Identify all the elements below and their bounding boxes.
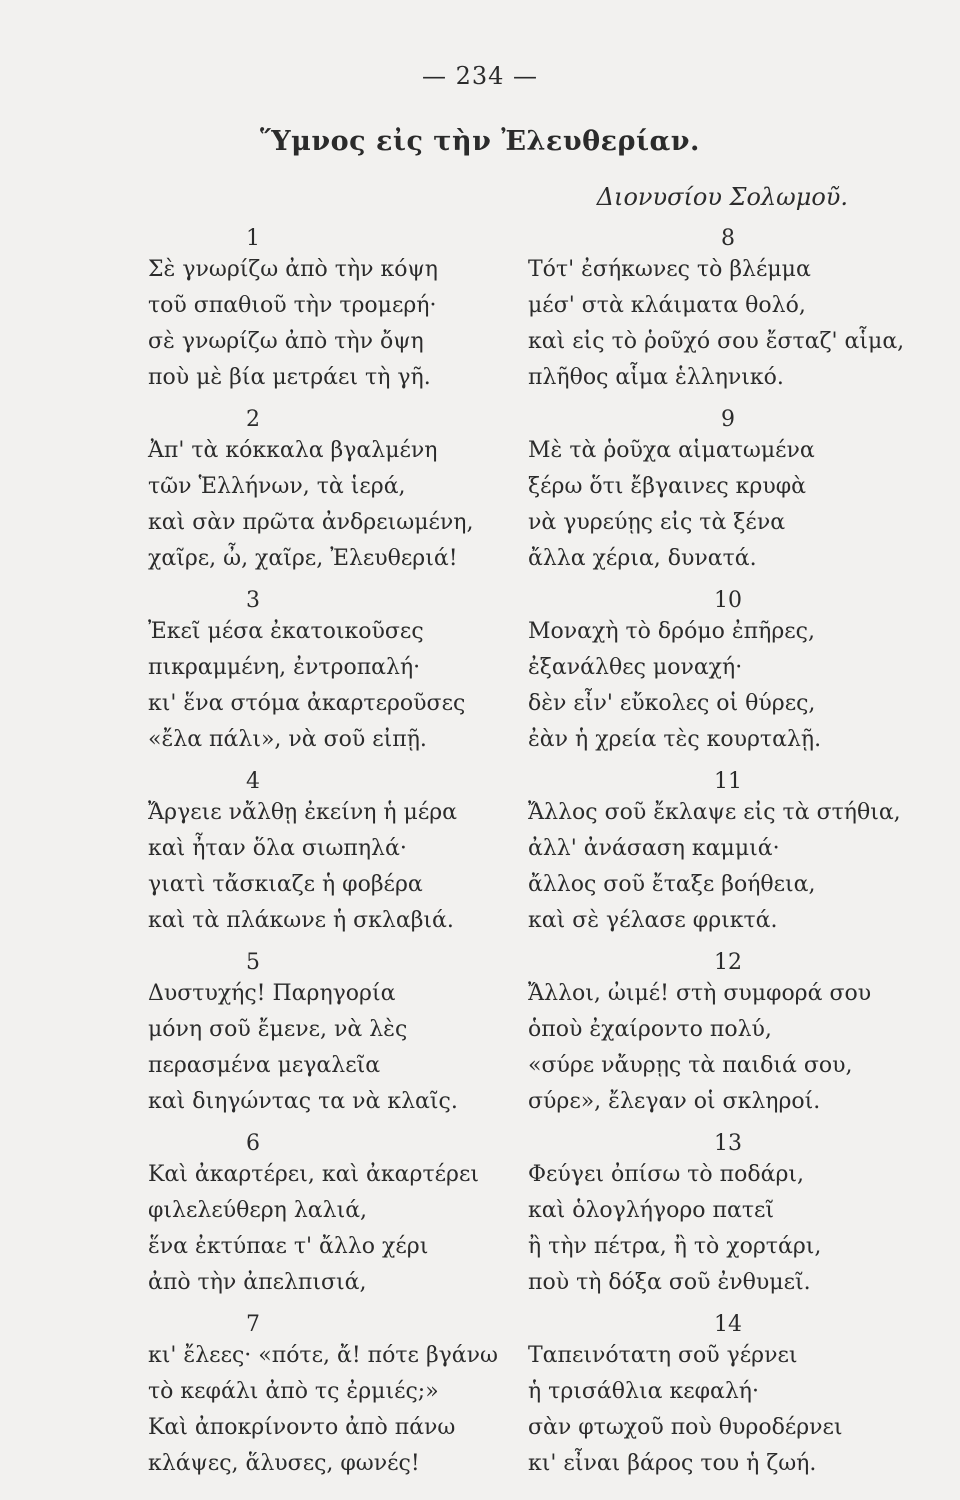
stanza (528, 1131, 878, 1312)
stanza (528, 1312, 878, 1493)
verse-line: Φεύγει ὀπίσω τὸ ποδάρι, (528, 1162, 805, 1187)
stanza-number: 7 (246, 1312, 260, 1337)
stanza-number: 2 (246, 407, 260, 432)
poem-title: Ὕμνος εἰς τὴν Ἐλευθερίαν. (260, 126, 700, 157)
verse-line: πικραμμένη, ἐντροπαλή· (148, 655, 421, 680)
verse-line: περασμένα μεγαλεῖα (148, 1053, 381, 1078)
verse-line: ἢ τὴν πέτρα, ἢ τὸ χορτάρι, (528, 1234, 822, 1259)
stanza (528, 769, 901, 950)
stanza-number: 5 (246, 950, 260, 975)
verse-line: ἐξανάλθες μοναχή· (528, 655, 743, 680)
stanza (148, 407, 538, 588)
poem-author: Διονυσίου Σολωμοῦ. (596, 183, 848, 211)
verse-line: καὶ εἰς τὸ ῥοῦχό σου ἔσταζ' αἷμα, (528, 329, 905, 354)
verse-line: σὲ γνωρίζω ἀπὸ τὴν ὄψη (148, 329, 424, 354)
verse-line: ἕνα ἐκτύπαε τ' ἄλλο χέρι (148, 1234, 429, 1259)
verse-line: χαῖρε, ὦ, χαῖρε, Ἐλευθεριά! (148, 546, 458, 571)
stanza (148, 588, 538, 769)
verse-line: τοῦ σπαθιοῦ τὴν τρομερή· (148, 293, 437, 318)
verse-line: μέσ' στὰ κλάιματα θολό, (528, 293, 806, 318)
verse-line: ξέρω ὅτι ἔβγαινες κρυφὰ (528, 474, 806, 499)
verse-line: ἄλλα χέρια, δυνατά. (528, 546, 757, 571)
stanza (148, 1312, 538, 1493)
verse-line: «ἔλα πάλι», νὰ σοῦ εἰπῇ. (148, 727, 427, 752)
verse-line: τῶν Ἑλλήνων, τὰ ἱερά, (148, 474, 406, 499)
verse-line: κι' ἕνα στόμα ἀκαρτεροῦσες (148, 691, 466, 716)
verse-line: καὶ τὰ πλάκωνε ἡ σκλαβιά. (148, 908, 454, 933)
stanza-number: 6 (246, 1131, 260, 1156)
verse-line: Ἄλλος σοῦ ἔκλαψε εἰς τὰ στήθια, (528, 800, 901, 825)
verse-line: ποὺ τὴ δόξα σοῦ ἐνθυμεῖ. (528, 1270, 811, 1295)
verse-line: γιατὶ τἄσκιαζε ἡ φοβέρα (148, 872, 423, 897)
stanza (528, 407, 878, 588)
verse-line: Δυστυχής! Παρηγορία (148, 981, 396, 1006)
verse-line: «σύρε νἄυρῃς τὰ παιδιά σου, (528, 1053, 853, 1078)
verse-line: ἀλλ' ἀνάσαση καμμιά· (528, 836, 780, 861)
verse-line: ὁποὺ ἐχαίροντο πολύ, (528, 1017, 772, 1042)
stanza (528, 588, 878, 769)
verse-line: καὶ σὰν πρῶτα ἀνδρειωμένη, (148, 510, 474, 535)
verse-line: Ἀπ' τὰ κόκκαλα βγαλμένη (148, 438, 438, 463)
stanza (528, 226, 905, 407)
verse-line: νὰ γυρεύῃς εἰς τὰ ξένα (528, 510, 786, 535)
verse-line: μόνη σοῦ ἔμενε, νὰ λὲς (148, 1017, 408, 1042)
stanza-number: 11 (714, 769, 742, 794)
verse-line: ἐὰν ἡ χρεία τὲς κουρταλῇ. (528, 727, 822, 752)
stanza-number: 12 (714, 950, 742, 975)
stanza (148, 950, 538, 1131)
verse-line: ἀπὸ τὴν ἀπελπισιά, (148, 1270, 367, 1295)
verse-line: Καὶ ἀποκρίνοντο ἀπὸ πάνω (148, 1415, 456, 1440)
stanza-number: 10 (714, 588, 742, 613)
stanza (148, 769, 538, 950)
verse-line: δὲν εἶν' εὔκολες οἱ θύρες, (528, 691, 816, 716)
verse-line: ἡ τρισάθλια κεφαλή· (528, 1379, 759, 1404)
stanza-number: 8 (721, 226, 735, 251)
verse-line: Ἄργειε νἄλθῃ ἐκείνη ἡ μέρα (148, 800, 458, 825)
stanza-number: 14 (714, 1312, 742, 1337)
verse-line: ἄλλος σοῦ ἔταξε βοήθεια, (528, 872, 816, 897)
verse-line: κι' ἔλεες· «πότε, ἄ! πότε βγάνω (148, 1343, 498, 1368)
stanza-number: 13 (714, 1131, 742, 1156)
stanza-number: 4 (246, 769, 260, 794)
stanza-number: 1 (246, 226, 260, 251)
verse-line: καὶ διηγώντας τα νὰ κλαῖς. (148, 1089, 458, 1114)
verse-line: Τότ' ἐσήκωνες τὸ βλέμμα (528, 257, 811, 282)
verse-line: Σὲ γνωρίζω ἀπὸ τὴν κόψη (148, 257, 438, 282)
verse-line: καὶ σὲ γέλασε φρικτά. (528, 908, 778, 933)
verse-line: κι' εἶναι βάρος του ἡ ζωή. (528, 1451, 817, 1476)
verse-line: Μοναχὴ τὸ δρόμο ἐπῆρες, (528, 619, 815, 644)
stanza-number: 3 (246, 588, 260, 613)
verse-line: Ἐκεῖ μέσα ἐκατοικοῦσες (148, 619, 424, 644)
stanza-number: 9 (721, 407, 735, 432)
verse-line: κλάψες, ἅλυσες, φωνές! (148, 1451, 420, 1476)
verse-line: Καὶ ἀκαρτέρει, καὶ ἀκαρτέρει (148, 1162, 479, 1187)
verse-line: Ταπεινότατη σοῦ γέρνει (528, 1343, 798, 1368)
verse-line: τὸ κεφάλι ἀπὸ τς ἐρμιές;» (148, 1379, 439, 1404)
verse-line: ποὺ μὲ βία μετράει τὴ γῆ. (148, 365, 431, 390)
stanza (148, 226, 538, 407)
verse-line: σὰν φτωχοῦ ποὺ θυροδέρνει (528, 1415, 843, 1440)
verse-line: Ἄλλοι, ὠιμέ! στὴ συμφορά σου (528, 981, 872, 1006)
right-column (528, 226, 905, 1493)
left-column (148, 226, 538, 1493)
verse-line: καὶ ἦταν ὅλα σιωπηλά· (148, 836, 407, 861)
verse-line: σύρε», ἔλεγαν οἱ σκληροί. (528, 1089, 821, 1114)
page-number: — 234 — (421, 62, 539, 90)
stanza (148, 1131, 538, 1312)
verse-line: πλῆθος αἷμα ἑλληνικό. (528, 365, 784, 390)
verse-line: Μὲ τὰ ῥοῦχα αἱματωμένα (528, 438, 815, 463)
stanza (528, 950, 878, 1131)
verse-line: καὶ ὁλογλήγορο πατεῖ (528, 1198, 775, 1223)
verse-line: φιλελεύθερη λαλιά, (148, 1198, 368, 1223)
